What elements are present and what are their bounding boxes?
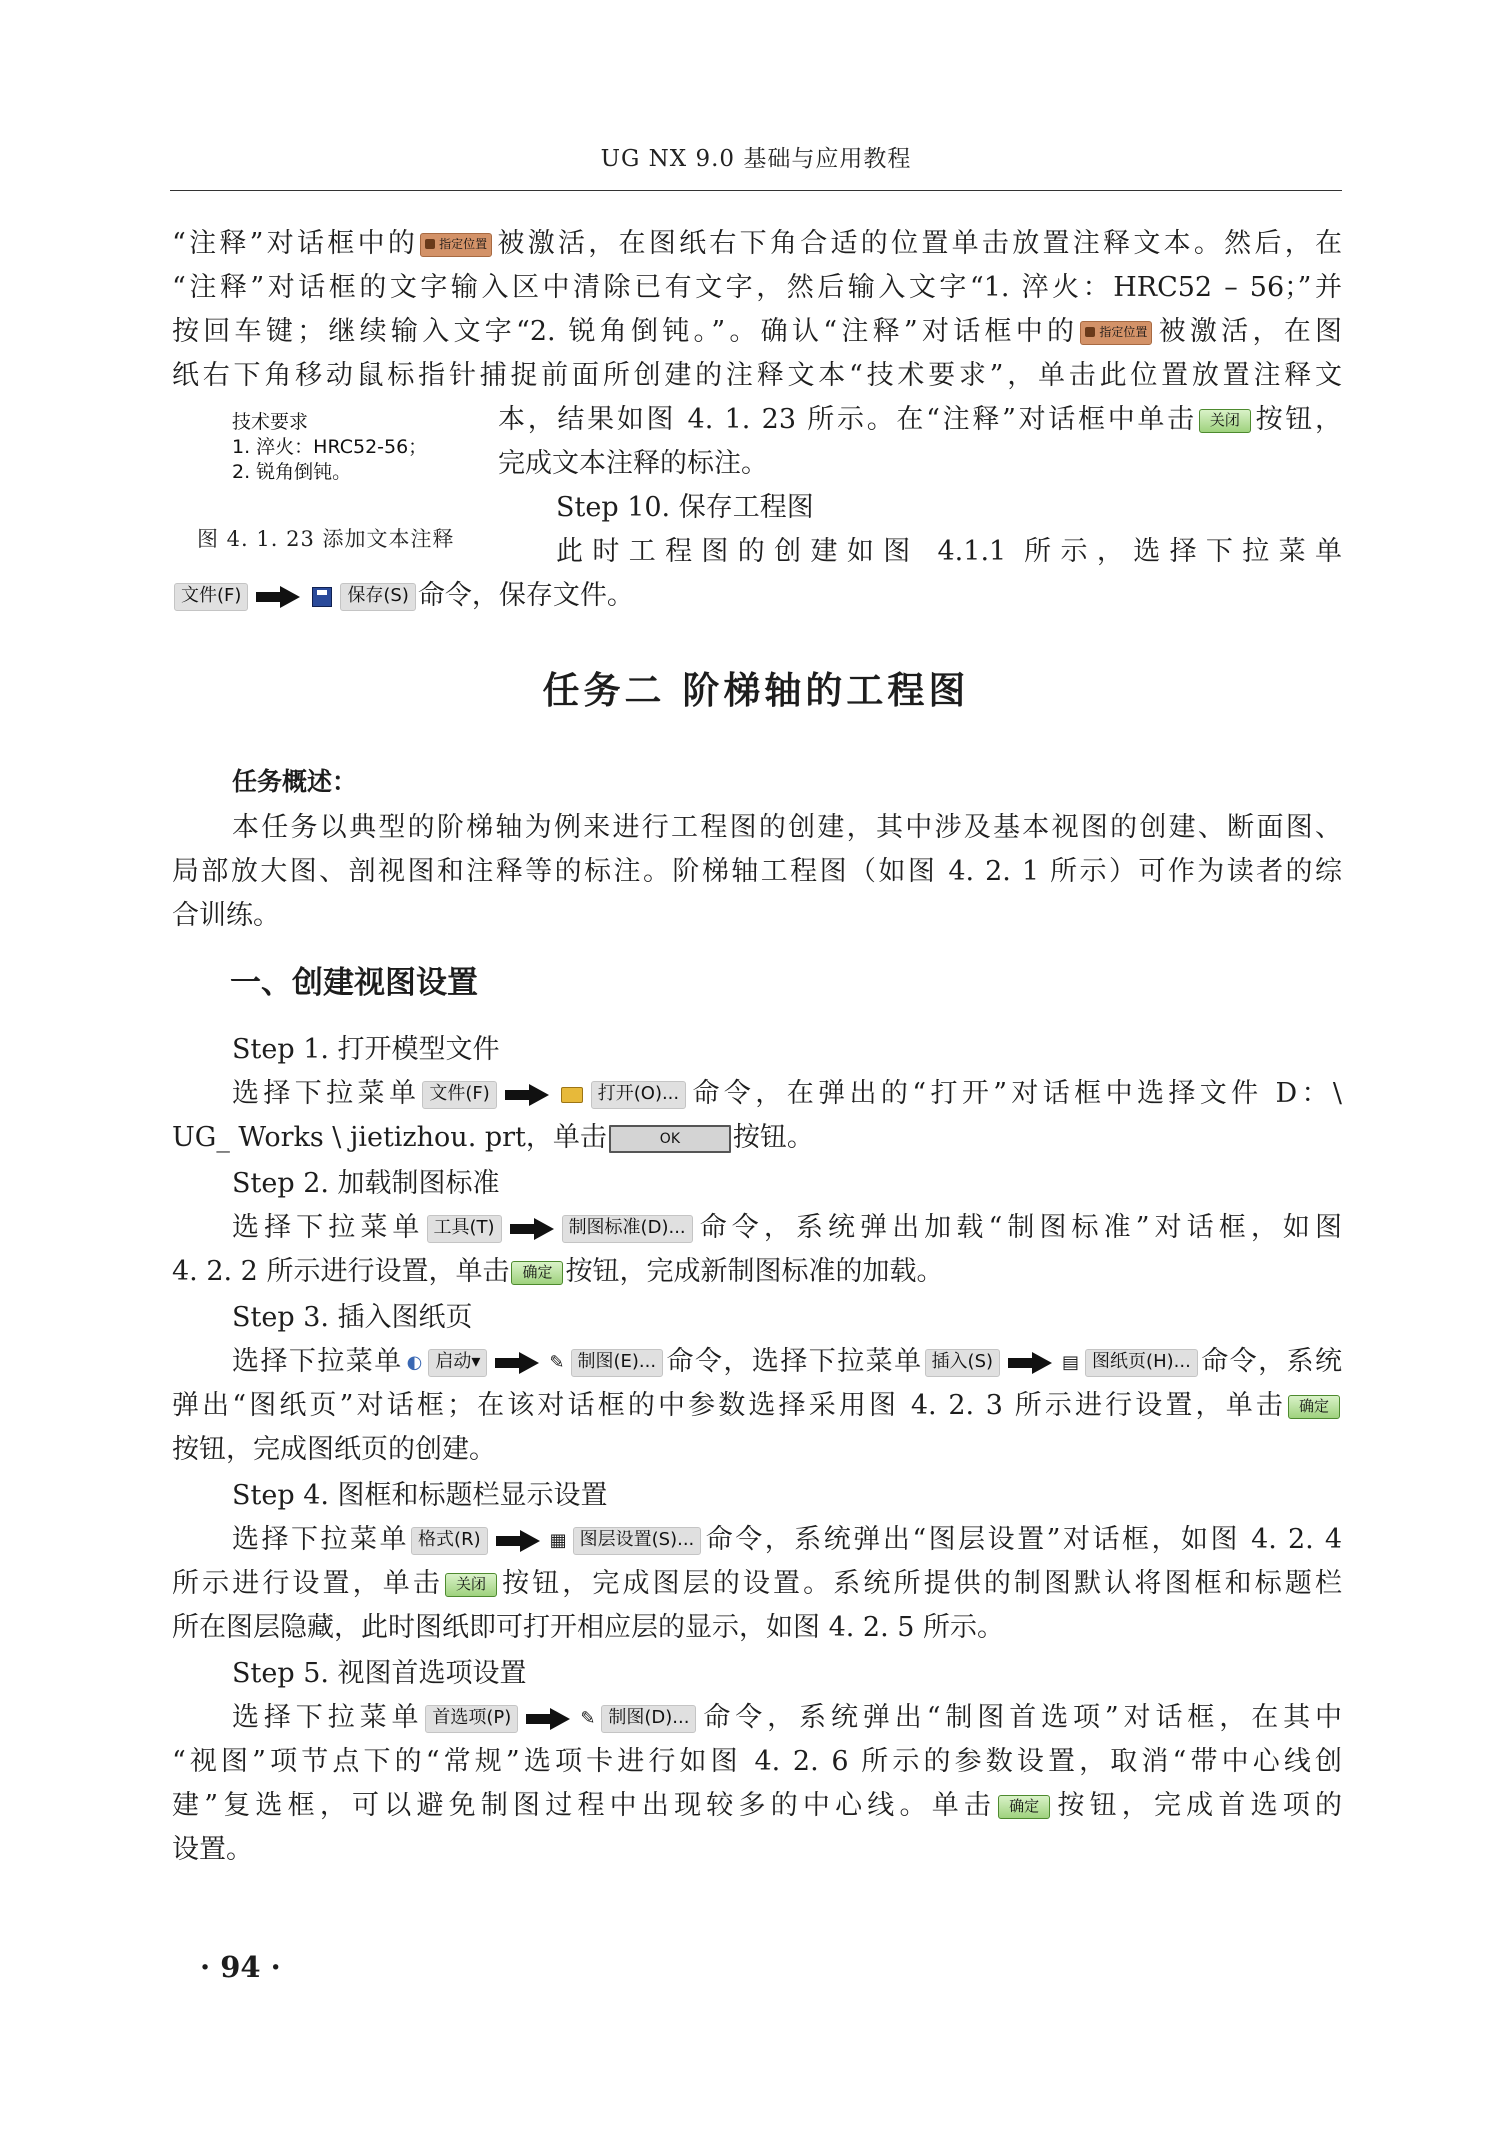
- text: 被激活，在图: [1154, 316, 1342, 347]
- button-label: 指定位置: [1099, 324, 1148, 339]
- text: 建”复选框，可以避免制图过程中出现较多的中心线。单击: [172, 1790, 997, 1821]
- step5-line2: “视图”项节点下的“常规”选项卡进行如图 4. 2. 6 所示的参数设置，取消“带中心线创: [172, 1746, 1342, 1777]
- menu-open[interactable]: 打开(O)...: [591, 1081, 686, 1109]
- arrow-right-icon: [1008, 1354, 1052, 1372]
- text: 按钮。: [732, 1122, 814, 1153]
- step10-line1: 此时工程图的创建如图 4.1.1 所示，选择下拉菜单: [556, 536, 1342, 567]
- overview-line1: 本任务以典型的阶梯轴为例来进行工程图的创建，其中涉及基本视图的创建、断面图、: [232, 812, 1342, 843]
- text: 按钮，完成新制图标准的加载。: [565, 1256, 944, 1287]
- menu-preferences[interactable]: 首选项(P): [425, 1705, 518, 1733]
- menu-drafting[interactable]: 制图(E)...: [571, 1349, 664, 1377]
- step4-line3: 所在图层隐藏，此时图纸即可打开相应层的显示，如图 4. 2. 5 所示。: [172, 1612, 1005, 1643]
- sheet-icon: ▤: [1062, 1351, 1080, 1373]
- step5-title: Step 5. 视图首选项设置: [232, 1658, 527, 1689]
- step2-line2: [172, 1250, 943, 1294]
- confirm-button[interactable]: 确定: [511, 1261, 563, 1285]
- pin-icon: [425, 239, 435, 249]
- figure-line: 技术要求: [232, 411, 309, 433]
- step4-line2: [172, 1562, 1342, 1606]
- menu-insert[interactable]: 插入(S): [925, 1349, 1000, 1377]
- menu-drafting-standard[interactable]: 制图标准(D)...: [562, 1215, 693, 1243]
- para1-line1: [172, 222, 1342, 266]
- text: 4. 2. 2 所示进行设置，单击: [172, 1256, 510, 1287]
- step3-line1: [232, 1340, 1342, 1385]
- specify-position-button[interactable]: [1080, 321, 1152, 345]
- ok-button[interactable]: OK: [609, 1125, 731, 1153]
- para1-line2: “注释”对话框的文字输入区中清除已有文字，然后输入文字“1. 淬火：HRC52 – 56；”并: [172, 272, 1342, 303]
- arrow-right-icon: [505, 1086, 549, 1104]
- drafting-icon: ✎: [580, 1707, 596, 1729]
- section-title: 一、创建视图设置: [230, 965, 478, 1001]
- step2-title: Step 2. 加载制图标准: [232, 1168, 500, 1199]
- save-icon: [312, 587, 332, 607]
- menu-tools[interactable]: 工具(T): [427, 1215, 502, 1243]
- text: 按钮，: [1252, 404, 1342, 435]
- step3-title: Step 3. 插入图纸页: [232, 1302, 473, 1333]
- confirm-button[interactable]: 确定: [998, 1795, 1050, 1819]
- step5-line1: [232, 1696, 1342, 1741]
- arrow-right-icon: [496, 1532, 540, 1550]
- para1-line3: [172, 310, 1342, 354]
- text: 按钮，完成图层的设置。系统所提供的制图默认将图框和标题栏: [498, 1568, 1342, 1599]
- menu-layer-settings[interactable]: 图层设置(S)...: [573, 1527, 702, 1555]
- task-title: 任务二 阶梯轴的工程图: [542, 669, 970, 712]
- figure-caption: 图 4. 1. 23 添加文本注释: [197, 527, 455, 551]
- menu-format[interactable]: 格式(R): [411, 1527, 488, 1555]
- running-header: UG NX 9.0 基础与应用教程: [600, 146, 912, 172]
- text: 选择下拉菜单: [232, 1346, 403, 1377]
- arrow-right-icon: [526, 1710, 570, 1728]
- close-button[interactable]: 关闭: [445, 1573, 497, 1597]
- menu-start[interactable]: 启动▾: [428, 1349, 487, 1377]
- step2-line1: [232, 1206, 1342, 1250]
- button-label: 指定位置: [439, 236, 488, 251]
- folder-open-icon: [561, 1087, 583, 1103]
- start-icon: ◐: [406, 1351, 423, 1373]
- para1-line6: 完成文本注释的标注。: [498, 448, 768, 479]
- step10-title: Step 10. 保存工程图: [556, 492, 814, 523]
- step5-line4: 设置。: [172, 1834, 253, 1865]
- text: UG_ Works \ jietizhou. prt，单击: [172, 1122, 607, 1153]
- menu-save[interactable]: 保存(S): [340, 583, 415, 611]
- para1-line4: 纸右下角移动鼠标指针捕捉前面所创建的注释文本“技术要求”，单击此位置放置注释文: [172, 360, 1342, 391]
- arrow-right-icon: [510, 1220, 554, 1238]
- figure-line: 1. 淬火：HRC52-56；: [232, 436, 428, 458]
- text: 按钮，完成首选项的: [1052, 1790, 1343, 1821]
- specify-position-button[interactable]: [420, 233, 492, 257]
- pin-icon: [1085, 327, 1095, 337]
- arrow-right-icon: [495, 1354, 539, 1372]
- close-button[interactable]: 关闭: [1199, 409, 1251, 433]
- text: 所示进行设置，单击: [172, 1568, 443, 1599]
- menu-file[interactable]: 文件(F): [422, 1081, 496, 1109]
- step1-title: Step 1. 打开模型文件: [232, 1034, 500, 1065]
- text: 命令，系统弹出“图层设置”对话框，如图 4. 2. 4: [703, 1524, 1342, 1555]
- text: 命令，在弹出的“打开”对话框中选择文件 D：\: [688, 1078, 1343, 1109]
- step3-line3: 按钮，完成图纸页的创建。: [172, 1434, 496, 1465]
- text: 本，结果如图 4. 1. 23 所示。在“注释”对话框中单击: [498, 404, 1197, 435]
- text: 按回车键；继续输入文字“2. 锐角倒钝。”。确认“注释”对话框中的: [172, 316, 1079, 347]
- step5-line3: [172, 1784, 1342, 1828]
- step4-line1: [232, 1518, 1342, 1563]
- step3-line2: [172, 1384, 1342, 1428]
- menu-file[interactable]: 文件(F): [174, 583, 248, 611]
- text: 命令，系统弹出“制图首选项”对话框，在其中: [698, 1702, 1342, 1733]
- step10-line2: [172, 574, 634, 618]
- para1-line5: [498, 398, 1342, 442]
- overview-line3: 合训练。: [172, 900, 280, 931]
- header-rule: [170, 190, 1342, 191]
- menu-sheet[interactable]: 图纸页(H)...: [1085, 1349, 1198, 1377]
- text: 命令，保存文件。: [417, 580, 634, 611]
- step1-line1: [232, 1072, 1342, 1116]
- text: 被激活，在图纸右下角合适的位置单击放置注释文本。然后，在: [494, 228, 1343, 259]
- text: 命令，系统: [1199, 1346, 1343, 1377]
- drafting-icon: ✎: [549, 1351, 565, 1373]
- menu-drafting-preferences[interactable]: 制图(D)...: [601, 1705, 696, 1733]
- step1-line2: [172, 1116, 814, 1160]
- text: 选择下拉菜单: [232, 1702, 424, 1733]
- overview-label: 任务概述：: [232, 767, 358, 796]
- step4-title: Step 4. 图框和标题栏显示设置: [232, 1480, 608, 1511]
- text: 弹出“图纸页”对话框；在该对话框的中参数选择采用图 4. 2. 3 所示进行设置，单击: [172, 1390, 1286, 1421]
- overview-line2: 局部放大图、剖视图和注释等的标注。阶梯轴工程图（如图 4. 2. 1 所示）可作为读者的综: [172, 856, 1342, 887]
- layer-icon: ▦: [549, 1529, 567, 1551]
- annotation-figure: [232, 410, 427, 485]
- text: 命令，系统弹出加载“制图标准”对话框，如图: [694, 1212, 1343, 1243]
- figure-line: 2. 锐角倒钝。: [232, 461, 352, 483]
- confirm-button[interactable]: 确定: [1288, 1395, 1340, 1419]
- text: 选择下拉菜单: [232, 1212, 425, 1243]
- text: 选择下拉菜单: [232, 1524, 410, 1555]
- text: “注释”对话框中的: [172, 228, 419, 259]
- page-number: · 94 ·: [200, 1950, 281, 1984]
- arrow-right-icon: [256, 588, 300, 606]
- text: 命令，选择下拉菜单: [665, 1346, 923, 1377]
- text: 选择下拉菜单: [232, 1078, 421, 1109]
